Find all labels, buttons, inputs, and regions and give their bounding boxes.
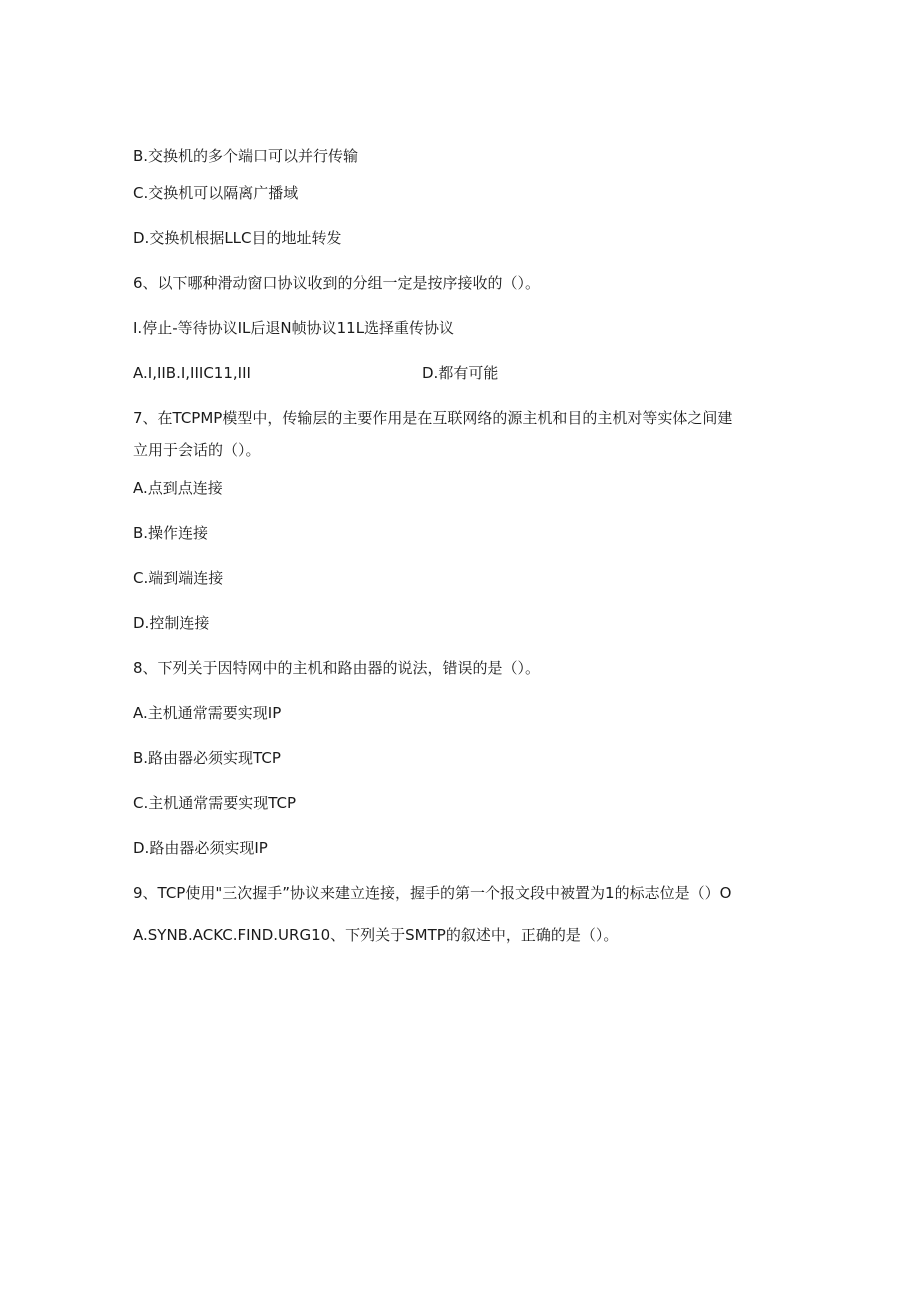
q8-option-c: C.主机通常需要实现TCP: [133, 794, 297, 812]
q7-stem-line1: 7、在TCPMP模型中，传输层的主要作用是在互联网络的源主机和目的主机对等实体之间建: [133, 409, 733, 427]
q8-option-a: A.主机通常需要实现IP: [133, 704, 282, 722]
q7-option-c: C.端到端连接: [133, 569, 224, 587]
q9-options-and-q10-stem: A.SYNB.ACKC.FIND.URG10、下列关于SMTP的叙述中，正确的是（）。: [133, 926, 619, 944]
q7-stem-line2: 立用于会话的（）。: [133, 441, 261, 459]
q7-option-b: B.操作连接: [133, 524, 209, 542]
q8-option-d: D.路由器必须实现IP: [133, 839, 268, 857]
q6-statements: I.停止-等待协议IL后退N帧协议11L选择重传协议: [133, 319, 455, 337]
q7-option-d: D.控制连接: [133, 614, 210, 632]
q6-options-abc: A.I,IIB.I,IIIC11,III: [133, 364, 251, 382]
q5-option-c: C.交换机可以隔离广播域: [133, 184, 299, 202]
q6-option-d: D.都有可能: [422, 364, 499, 382]
q7-option-a: A.点到点连接: [133, 479, 223, 497]
q5-option-d: D.交换机根据LLC目的地址转发: [133, 229, 342, 247]
q5-option-b: B.交换机的多个端口可以并行传输: [133, 147, 359, 165]
q6-stem: 6、以下哪种滑动窗口协议收到的分组一定是按序接收的（）。: [133, 274, 541, 292]
q8-stem: 8、下列关于因特网中的主机和路由器的说法，错误的是（）。: [133, 659, 541, 677]
q9-stem: 9、TCP使用"三次握手”协议来建立连接，握手的第一个报文段中被置为1的标志位是（）O: [133, 884, 732, 902]
q8-option-b: B.路由器必须实现TCP: [133, 749, 281, 767]
